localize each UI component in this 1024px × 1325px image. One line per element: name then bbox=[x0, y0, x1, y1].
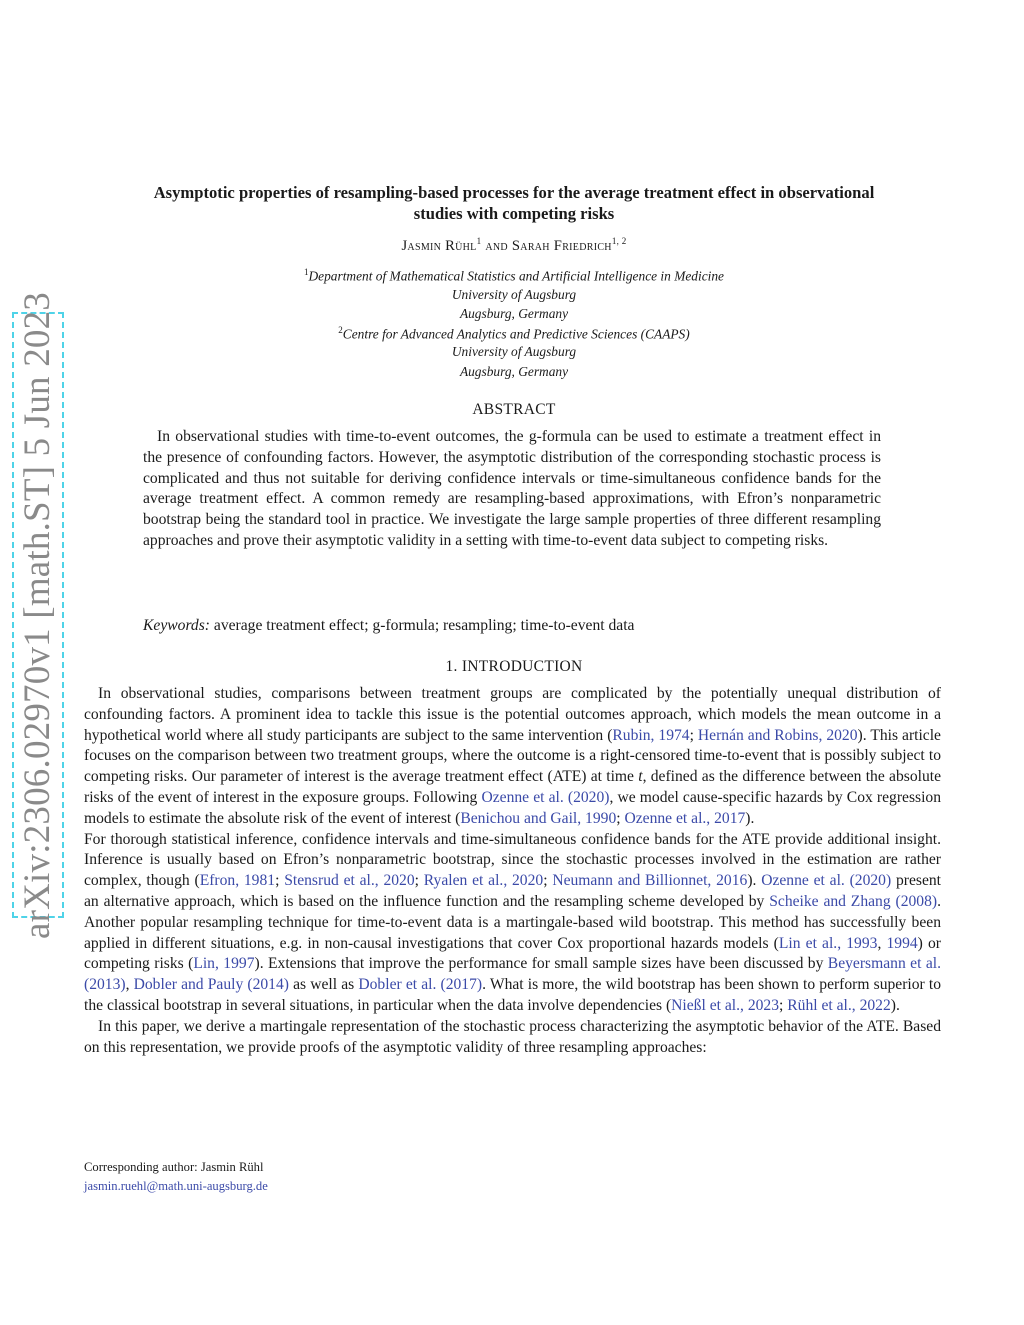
text: For thorough statistical inference, confidence intervals and time-simultaneous confidence bands for the ATE provide additional insight. Inference is usually based on Efron’s nonparametric bootstrap, since the stochastic processes involved in the estimation are rather complex, though ( bbox=[84, 830, 941, 890]
citation-link[interactable]: Hernán and Robins, 2020 bbox=[697, 726, 858, 744]
text: In observational studies, comparisons between treatment groups are complicated by the potentially unequal distribution of confounding factors. A prominent idea to tackle this issue is the potential outcomes approach, which models the mean outcome in a hypothetical world where all study participants are subject to the same intervention ( bbox=[84, 685, 941, 744]
text: ). bbox=[747, 872, 762, 890]
citation-link[interactable]: Lin et al., 1993 bbox=[778, 934, 878, 952]
affiliation-2-line-2: University of Augsburg bbox=[451, 344, 577, 359]
paper-title bbox=[84, 182, 944, 224]
abstract-heading: ABSTRACT bbox=[472, 401, 556, 418]
affiliation-1-line-2: University of Augsburg bbox=[451, 287, 577, 302]
text: ). bbox=[890, 996, 900, 1014]
affiliation-1-line-1 bbox=[84, 267, 944, 284]
citation-link[interactable]: Efron, 1981 bbox=[199, 872, 276, 890]
text: ; bbox=[275, 872, 285, 890]
citation-link[interactable]: Scheike and Zhang (2008) bbox=[769, 892, 938, 910]
section-heading-introduction: 1. INTRODUCTION bbox=[445, 658, 583, 675]
intro-paragraph-2 bbox=[84, 830, 941, 1017]
affiliation-2-line-3: Augsburg, Germany bbox=[459, 364, 569, 379]
text: ; bbox=[779, 996, 788, 1014]
title-line-2: studies with competing risks bbox=[413, 204, 615, 223]
citation-link[interactable]: Dobler and Pauly (2014) bbox=[133, 976, 289, 994]
citation-link[interactable]: Stensrud et al., 2020 bbox=[284, 872, 415, 890]
citation-link[interactable]: Rühl et al., 2022 bbox=[787, 996, 891, 1014]
author-1-sup: 1 bbox=[476, 236, 482, 246]
citation-link[interactable]: Nießl et al., 2023 bbox=[671, 996, 780, 1014]
affiliation-2-dept: Centre for Advanced Analytics and Predictive Sciences (CAAPS) bbox=[342, 326, 690, 342]
text: , bbox=[877, 934, 887, 952]
text: ) or competing risks ( bbox=[84, 934, 941, 973]
citation-link[interactable]: Benichou and Gail, 1990 bbox=[460, 809, 617, 827]
keywords bbox=[143, 617, 881, 635]
affiliation-1-sup: 1 bbox=[303, 267, 309, 277]
text: ). bbox=[745, 809, 755, 827]
citation-link[interactable]: Ozenne et al. (2020) bbox=[761, 872, 892, 890]
affiliation-1-dept: Department of Mathematical Statistics and Artificial Intelligence in Medicine bbox=[308, 268, 725, 284]
text: ; bbox=[616, 809, 625, 827]
text: , we model cause-specific hazards by Cox regression models to estimate the absolute risk of the event of interest ( bbox=[84, 788, 942, 827]
citation-link[interactable]: Neumann and Billionnet, 2016 bbox=[552, 872, 748, 890]
author-1: Jasmin Rühl bbox=[401, 237, 477, 254]
text: . What is more, the wild bootstrap has been shown to perform superior to the classical bootstrap in several situations, in particular when the data involve dependencies ( bbox=[84, 976, 942, 1014]
abstract-text: In observational studies with time-to-event outcomes, the g-formula can be used to estimate a treatment effect in the presence of confounding factors. However, the asymptotic distribution of the corresponding stochastic process is complicated and thus not suitable for deriving confidence intervals or time-simultaneous confidence bands for the average treatment effect. A common remedy are resampling-based approximations, with Efron’s nonparametric bootstrap being the standard tool in practice. We investigate the large sample properties of three different resampling approaches and prove their asymptotic validity in a setting with time-to-event data subject to competing risks. bbox=[143, 428, 881, 549]
citation-link[interactable]: Lin, 1997 bbox=[193, 955, 255, 973]
text: , bbox=[125, 976, 134, 994]
citation-link[interactable]: Dobler et al. (2017) bbox=[358, 976, 483, 994]
intro-paragraph-3: In this paper, we derive a martingale representation of the stochastic process characterizing the asymptotic behavior of the ATE. Based on this representation, we provide proofs of the asymptotic validity of three resampling approaches: bbox=[84, 1017, 941, 1056]
text: present an alternative approach, which is based on the influence function and the resampling scheme developed by bbox=[84, 872, 942, 910]
author-and: and bbox=[481, 237, 512, 254]
footnote bbox=[84, 1158, 584, 1196]
introduction-body bbox=[84, 684, 941, 1058]
text: ). Extensions that improve the performance for small sample sizes have been discussed by bbox=[254, 955, 828, 973]
citation-link[interactable]: Ozenne et al., 2017 bbox=[624, 809, 746, 827]
text: ; bbox=[414, 872, 424, 890]
text: as well as bbox=[288, 976, 359, 994]
author-2-sup: 1, 2 bbox=[611, 236, 627, 246]
title-line-1: Asymptotic properties of resampling-based processes for the average treatment effect in observational bbox=[153, 183, 875, 202]
affiliation-2-line-1 bbox=[84, 325, 944, 342]
text: ; bbox=[689, 726, 698, 744]
citation-link[interactable]: Ozenne et al. (2020) bbox=[481, 788, 610, 806]
arxiv-stamp[interactable] bbox=[12, 291, 64, 939]
text: ; bbox=[543, 872, 553, 890]
corresponding-author: Corresponding author: Jasmin Rühl bbox=[84, 1160, 264, 1174]
citation-link[interactable]: 1994 bbox=[886, 934, 918, 952]
arxiv-id: arXiv:2306.02970v1 [math.ST] 5 Jun 2023 bbox=[17, 291, 59, 939]
text: . Another popular resampling technique for time-to-event data is a martingale-based wild bootstrap. This method has successfully been applied in different situations, e.g. in non-causal investigations that cover Cox proportional hazards models ( bbox=[84, 892, 941, 952]
citation-link[interactable]: Ryalen et al., 2020 bbox=[423, 872, 544, 890]
text: ). This article focuses on the comparison between two treatment groups, where the outcome is a right-censored time-to-event that is possibly subject to competing risks. Our parameter of interest is the average treatment effect (ATE) at time bbox=[84, 726, 941, 786]
keywords-text: average treatment effect; g-formula; resampling; time-to-event data bbox=[210, 617, 635, 634]
keywords-label: Keywords: bbox=[143, 617, 210, 634]
author-list bbox=[84, 236, 944, 255]
affiliation-1-line-3: Augsburg, Germany bbox=[459, 306, 569, 321]
author-2: Sarah Friedrich bbox=[511, 237, 612, 254]
variable-t: t bbox=[638, 768, 643, 786]
text: , defined as the difference between the absolute risks of the event of interest in the exposure groups. Following bbox=[84, 768, 941, 806]
affiliation-2-sup: 2 bbox=[338, 325, 343, 335]
author-email-link[interactable]: jasmin.ruehl@math.uni-augsburg.de bbox=[84, 1179, 268, 1193]
intro-paragraph-1 bbox=[84, 684, 941, 830]
citation-link[interactable]: Beyersmann et al. (2013) bbox=[84, 955, 941, 994]
citation-link[interactable]: Rubin, 1974 bbox=[612, 726, 690, 744]
